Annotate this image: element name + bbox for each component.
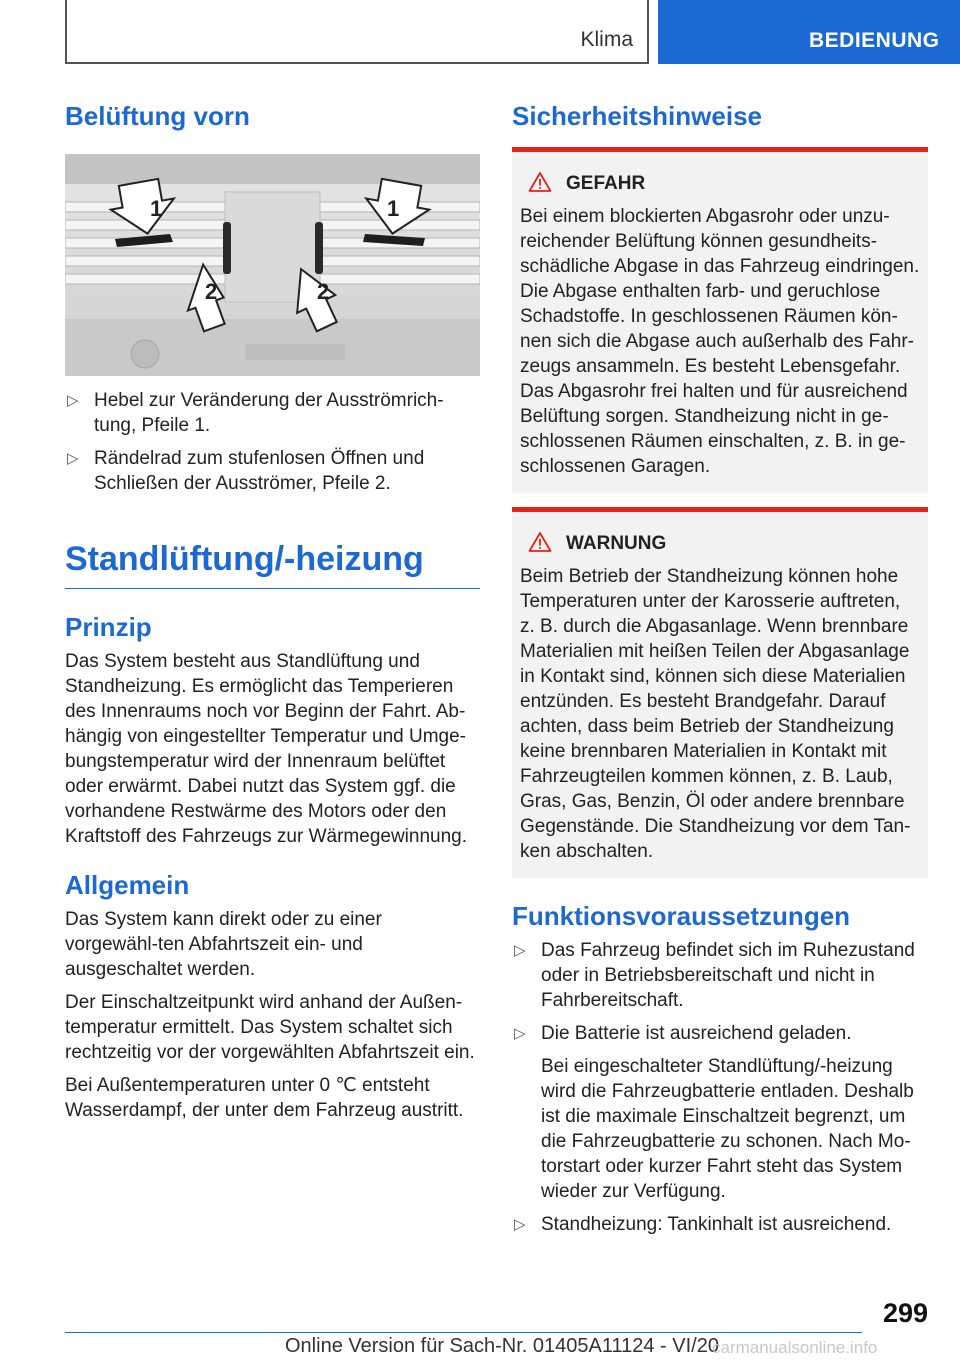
figure-label-2-left: 2 [205,278,218,304]
warning-triangle-icon [528,171,552,193]
triangle-right-outline-icon: ▷ [67,391,79,409]
main-heading: Standlüftung/-heizung [65,538,480,590]
triangle-right-outline-icon: ▷ [514,1024,526,1042]
vent-list [65,388,480,496]
page-footer [0,1298,960,1362]
safety-heading: Sicherheitshinweise [512,101,762,131]
figure-label-2-right: 2 [317,278,330,304]
chapter-tab: BEDIENUNG [658,0,960,64]
triangle-right-outline-icon: ▷ [514,941,526,959]
principle-heading: Prinzip [65,612,152,643]
list-item: ▷ Das Fahrzeug befindet sich im Ruhezustand oder in Betriebsbereitschaft und nicht in Fahrbereitschaft. [514,939,915,1011]
conditions-list [512,938,928,1237]
principle-text: Das System besteht aus Standlüftung und Standheizung. Es ermöglicht das Temperieren des Innenraums noch vor Beginn der Fahrt. Ab-hängig von eingestellter Temperatur und Umge-bungstemperatur wird der Innenraum belüftet oder erwärmt. Dabei nutzt das System ggf. die vorhandene Restwärme des Motors oder den Kraftstoff des Fahrzeugs zur Wärmegewinnung. [65,651,468,848]
general-paragraph-3: Bei Außentemperaturen unter 0 ℃ entsteht Wasserdampf, der unter dem Fahrzeug austritt. [65,1074,464,1121]
vent-figure [65,154,480,376]
figure-label-1-left: 1 [150,195,163,221]
warning-title: WARNUNG [566,532,667,554]
list-item: ▷ Standheizung: Tankinhalt ist ausreichend. [514,1213,892,1235]
warning-text: Beim Betrieb der Standheizung können hohe Temperaturen unter der Karosserie auftreten, z. B. durch die Abgasanlage. Wenn brennbare Materialien mit heißen Teilen der Abgasanlage in Kontakt sind, können sich diese Materialien entzünden. Es besteht Brandgefahr. Darauf achten, dass beim Betrieb der Standheizung keine brennbaren Materialien in Kontakt mit Fahrzeugteilen kommen können, z. B. Laub, Gras, Gas, Benzin, Öl oder andere brennbare Gegenstände. Die Standheizung vor dem Tan-ken abschalten. [520,565,911,862]
section-title: Klima [580,28,633,51]
list-item: ▷ Rändelrad zum stufenlosen Öffnen und Schließen der Ausströmer, Pfeile 2. [67,447,425,494]
warning-title-row [520,530,920,558]
watermark-logo: carmanualsonline.info [712,1338,878,1357]
general-paragraph-1: Das System kann direkt oder zu einer vorgewähl-ten Abfahrtszeit ein- und ausgeschaltet werden. [65,908,382,980]
right-column [512,100,928,1237]
list-item-note: Bei eingeschalteter Standlüftung/-heizung wird die Fahrzeugbatterie entladen. Deshalb ist die maximale Einschaltzeit begrenzt, um die Fahrzeugbatterie zu schonen. Nach Mo-torstart oder kurzer Fahrt steht das System wieder zur Verfügung. [541,1055,914,1202]
danger-text: Bei einem blockierten Abgasrohr oder unzu-reichender Belüftung können gesundheits-schädliche Abgase in das Fahrzeug eindringen. Die Abgase enthalten farb- und geruchlose Schadstoffe. In geschlossenen Räumen kön-nen sich die Abgase auch außerhalb des Fahr-zeugs ansammeln. Es besteht Lebensgefahr. Das Abgasrohr frei halten und für ausreichend Belüftung sorgen. Standheizung nicht in ge-schlossenen Räumen einschalten, z. B. in ge-schlossenen Garagen. [520,205,920,477]
general-heading: Allgemein [65,870,190,901]
danger-title-row [520,170,920,198]
conditions-heading: Funktionsvoraussetzungen [512,900,851,931]
section-tab [65,0,649,64]
left-column [65,100,480,1123]
figure-label-1-right: 1 [387,195,400,221]
triangle-right-outline-icon: ▷ [514,1215,526,1233]
warning-triangle-icon [528,531,552,553]
page-header [0,0,960,66]
list-item: ▷ Hebel zur Veränderung der Ausströmrich-tung, Pfeile 1. [67,389,444,436]
vent-heading: Belüftung vorn [65,101,250,131]
general-paragraph-2: Der Einschaltzeitpunkt wird anhand der Außen-temperatur ermittelt. Das System schaltet sich rechtzeitig vor der vorgewählten Abfahrtszeit ein. [65,991,475,1063]
footer-divider [65,1332,862,1333]
dashboard-vents-illustration [65,154,480,376]
warning-box [512,507,928,878]
triangle-right-outline-icon: ▷ [67,449,79,467]
list-item: ▷ Die Batterie ist ausreichend geladen. Bei eingeschalteter Standlüftung/-heizung wird die Fahrzeugbatterie entladen. Deshalb ist die maximale Einschaltzeit begrenzt, um die Fahrzeugbatterie zu schonen. Nach Mo-torstart oder kurzer Fahrt steht das System wieder zur Verfügung. [512,1021,928,1204]
version-text: Online Version für Sach-Nr. 01405A11124 - VI/20 [285,1335,719,1357]
danger-title: GEFAHR [566,172,646,194]
danger-box [512,147,928,493]
page-number: 299 [882,1298,928,1328]
